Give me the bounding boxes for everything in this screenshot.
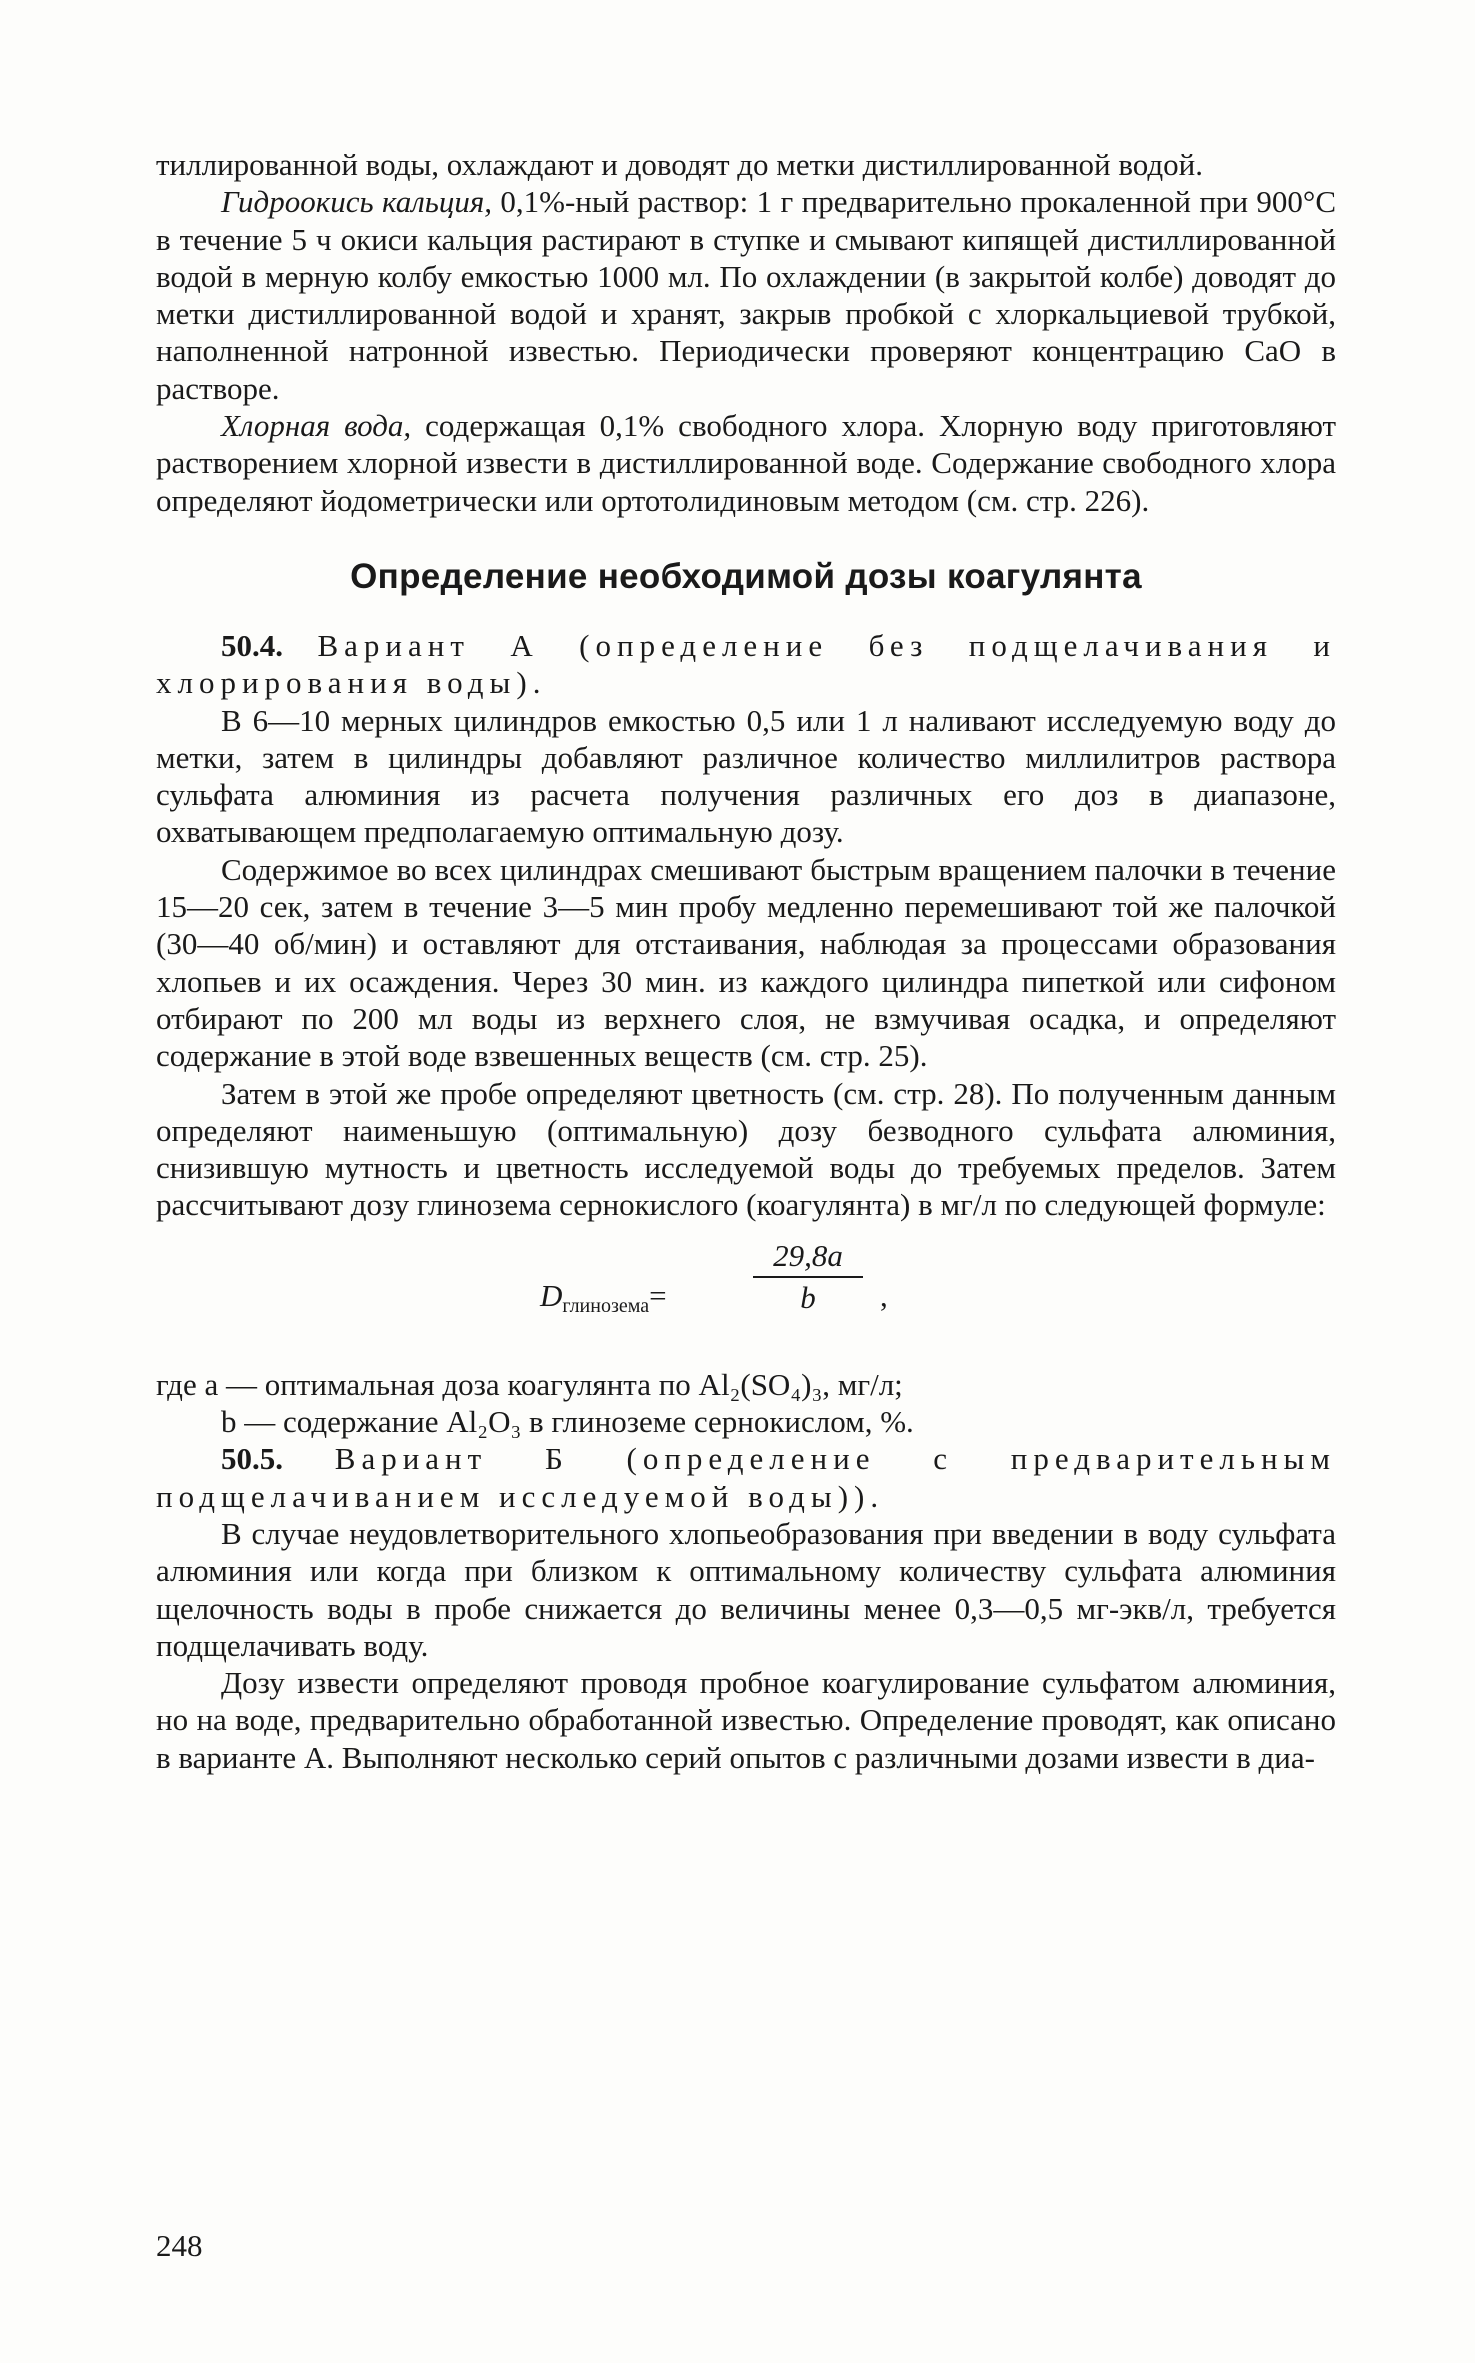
formula-lhs-subscript: глинозема (562, 1294, 650, 1317)
formula-block (156, 1232, 1336, 1362)
section-heading: Определение необходимой дозы коагулянта (350, 556, 1142, 596)
variant-b-title: Вариант Б (определение с предварительным подщелачиванием исследуемой воды)). (156, 1441, 1337, 1514)
chlorine-water-text: содержащая 0,1% свободного хлора. Хлорную воду приготовляют растворением хлорной извести в дистиллированной воде. Содержание свободного хлора определяют йодометрически или ортотолидиновым методом (см. стр. 226). (156, 408, 1336, 518)
variant-a-paragraph-2: Содержимое во всех цилиндрах смешивают быстрым вращением палочки в течение 15—20 сек, затем в течение 3—5 мин пробу медленно перемешивают той же палочкой (30—40 об/мин) и оставляют для отстаивания, наблюдая за процессами образования хлопьев и их осаждения. Через 30 мин. из каждого цилиндра пипеткой или сифоном отбирают по 200 мл воды из верхнего слоя, не взмучивая осадка, и определяют содержание в этой воде взвешенных веществ (см. стр. 25). (156, 851, 1336, 1074)
calcium-hydroxide-term: Гидроокись кальция, (221, 184, 492, 220)
variant-a-heading (156, 627, 1336, 702)
formula-fraction (753, 1238, 863, 1316)
calcium-hydroxide-paragraph (156, 183, 1336, 407)
chlorine-water-term: Хлорная вода, (221, 408, 412, 444)
legend-b: b — содержание Al₂O₃ в глиноземе сернокислом, %. (221, 1404, 914, 1440)
variant-a-title: Вариант А (определение без подщелачивания и хлорирования воды). (156, 627, 1336, 701)
legend-a: где a — оптимальная доза коагулянта по Al₂(SO₄)₃, мг/л; (156, 1366, 903, 1402)
variant-b-paragraph-1: В случае неудовлетворительного хлопьеобразования при введении в воду сульфата алюминия или когда при близком к оптимальному количеству сульфата алюминия щелочность воды в пробе снижается до величины менее 0,3—0,5 мг-экв/л, требуется подщелачивать воду. (156, 1515, 1336, 1663)
calcium-hydroxide-text: 0,1%-ный раствор: 1 г предварительно прокаленной при 900°С в течение 5 ч окиси кальция растирают в ступке и смывают кипящей дистиллированной водой в мерную колбу емкостью 1000 мл. По охлаждении (в закрытой колбе) доводят до метки дистиллированной водой и хранят, закрыв пробкой с хлоркальциевой трубкой, наполненной натронной известью. Периодически проверяют концентрацию СаО в растворе. (156, 184, 1337, 406)
variant-b-heading (156, 1440, 1336, 1515)
formula-equals: = (649, 1277, 667, 1313)
variant-a-paragraph-3: Затем в этой же пробе определяют цветность (см. стр. 28). По полученным данным определяют наименьшую (оптимальную) дозу безводного сульфата алюминия, снизившую мутность и цветность исследуемой воды до требуемых пределов. Затем рассчитывают дозу глинозема сернокислого (коагулянта) в мг/л по следующей формуле: (156, 1075, 1336, 1223)
chlorine-water-paragraph (156, 407, 1336, 519)
formula-denominator: b (800, 1279, 816, 1315)
formula-lhs: $D_{глинозема}=$ (540, 1277, 667, 1317)
page-number: 248 (156, 2228, 203, 2263)
variant-a-number: 50.4. (221, 627, 283, 663)
variant-a-paragraph-1: В 6—10 мерных цилиндров емкостью 0,5 или 1 л наливают исследуемую воду до метки, затем в цилиндры добавляют различное количество миллилитров раствора сульфата алюминия из расчета получения различных его доз в диапазоне, охватывающем предполагаемую оптимальную дозу. (156, 702, 1336, 850)
formula-numerator: 29,8a (753, 1238, 863, 1278)
text-column (156, 146, 1336, 1776)
continuation-paragraph: тиллированной воды, охлаждают и доводят до метки дистиллированной водой. (156, 147, 1204, 182)
variant-b-number: 50.5. (221, 1441, 283, 1477)
formula-comma: , (880, 1277, 888, 1313)
variant-b-paragraph-2: Дозу извести определяют проводя пробное коагулирование сульфатом алюминия, но на воде, предварительно обработанной известью. Определение проводят, как описано в варианте А. Выполняют несколько серий опытов с различными дозами извести в диа- (156, 1665, 1336, 1775)
